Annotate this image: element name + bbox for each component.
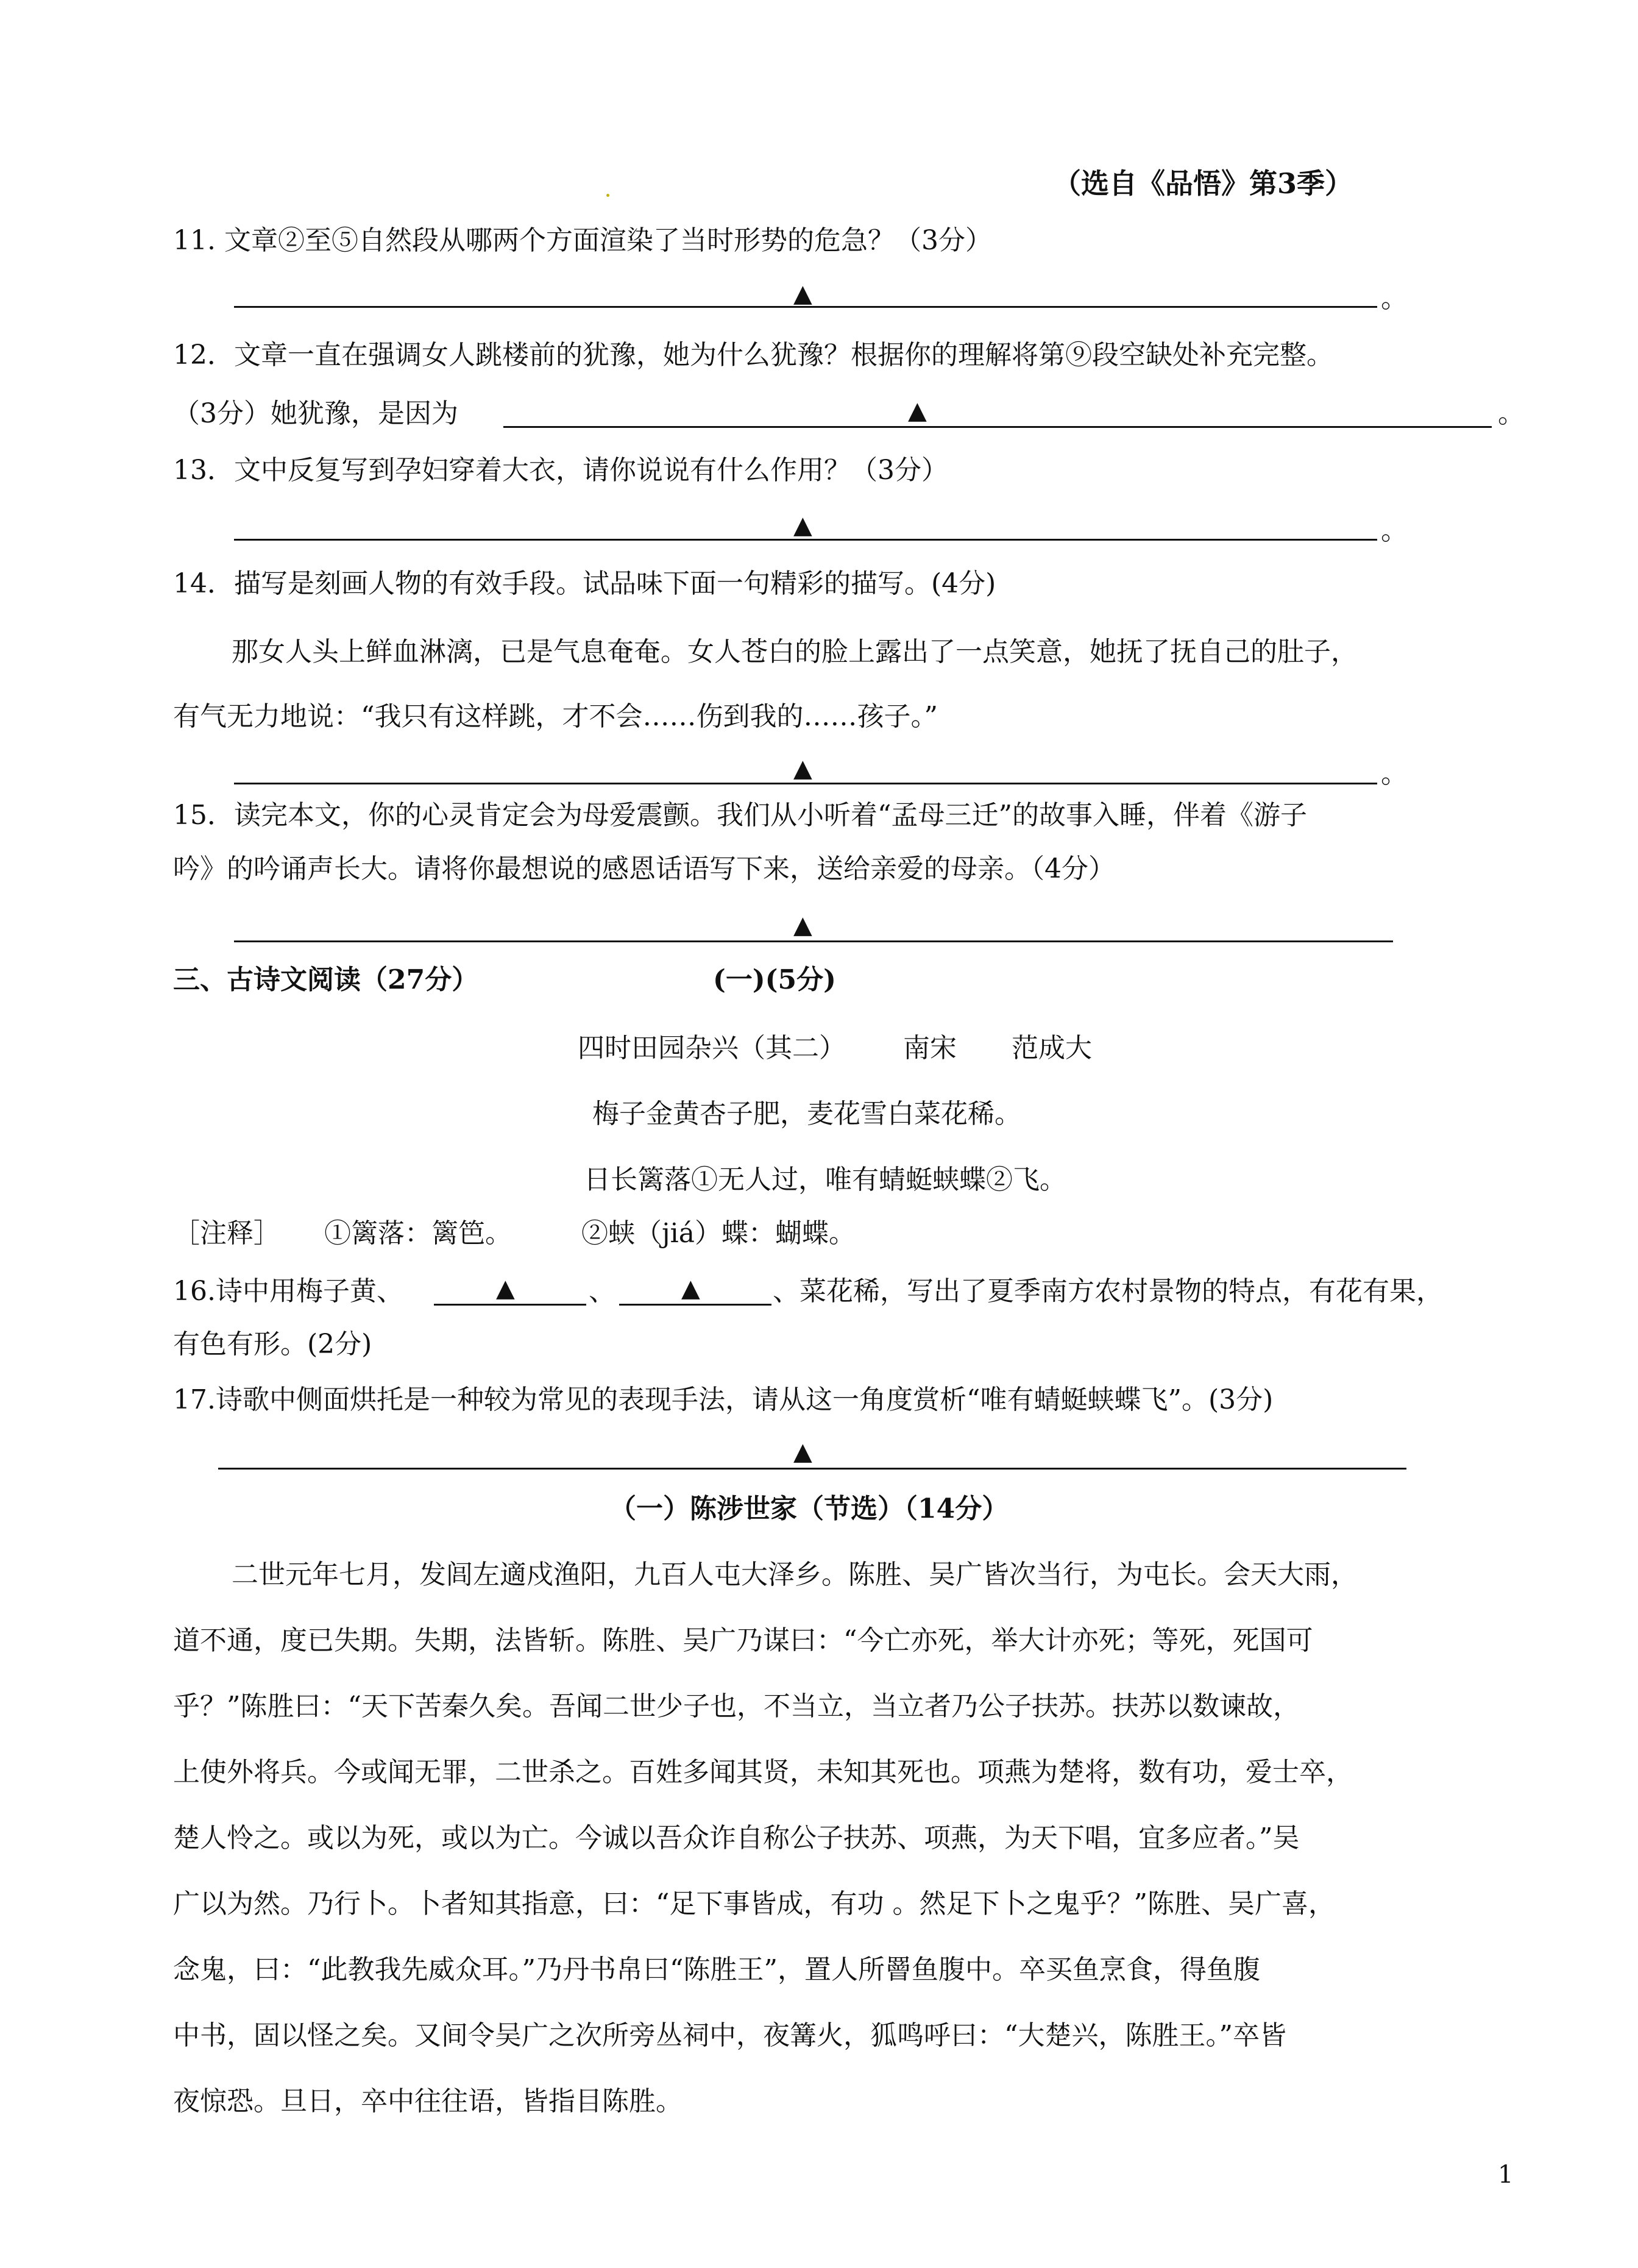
question-14: 14．描写是刻画人物的有效手段。试品味下面一句精彩的描写。(4分) — [173, 568, 996, 599]
question-15-line1: 15．读完本文，你的心灵肯定会为母爱震颤。我们从小听着“孟母三迁”的故事入睡，伴着《游子 — [173, 800, 1307, 831]
passage-line: 广以为然。乃行卜。卜者知其指意，曰：“足下事皆成，有功 。然足下卜之鬼乎？”陈胜、吴广喜， — [173, 1888, 1335, 1919]
passage-line: 乎？”陈胜曰：“天下苦秦久矣。吾闻二世少子也，不当立，当立者乃公子扶苏。扶苏以数谏故， — [173, 1691, 1300, 1722]
question-12-line1: 12．文章一直在强调女人跳楼前的犹豫，她为什么犹豫？根据你的理解将第⑨段空缺处补充完整。 — [173, 339, 1333, 371]
question-16-prefix: 16.诗中用梅子黄、 — [173, 1276, 403, 1307]
answer-blank-16a[interactable] — [434, 1304, 586, 1306]
question-15-line2: 吟》的吟诵声长大。请将你最想说的感恩话语写下来，送给亲爱的母亲。（4分） — [173, 853, 1115, 884]
question-16-line2: 有色有形。(2分) — [173, 1329, 372, 1360]
period: 。 — [1381, 515, 1408, 546]
scan-speck — [606, 194, 609, 197]
answer-marker-icon: ▲ — [793, 911, 812, 939]
answer-line-12[interactable] — [503, 426, 1492, 428]
passage-line: 中书，固以怪之矣。又间令吴广之次所旁丛祠中，夜篝火，狐鸣呼曰：“大楚兴，陈胜王。”卒皆 — [173, 2020, 1286, 2051]
question-13: 13．文中反复写到孕妇穿着大衣，请你说说有什么作用？（3分） — [173, 455, 948, 486]
note-2: ②蛱（jiá）蝶：蝴蝶。 — [581, 1218, 856, 1249]
answer-line-17[interactable] — [218, 1468, 1406, 1470]
source-note: （选自《品悟》第3季） — [1053, 167, 1353, 200]
poem-dynasty: 南宋 — [903, 1033, 957, 1064]
answer-marker-icon: ▲ — [681, 1274, 700, 1303]
answer-blank-16b[interactable] — [619, 1304, 771, 1306]
answer-marker-icon: ▲ — [793, 280, 812, 308]
passage-line: 二世元年七月，发闾左適戍渔阳，九百人屯大泽乡。陈胜、吴广皆次当行，为屯长。会天大雨， — [232, 1559, 1358, 1590]
passage-line: 道不通，度已失期。失期，法皆斩。陈胜、吴广乃谋曰：“今亡亦死，举大计亦死；等死，死国可 — [173, 1625, 1313, 1656]
answer-marker-icon: ▲ — [908, 397, 927, 425]
quote-line2: 有气无力地说：“我只有这样跳，才不会……伤到我的……孩子。” — [173, 701, 938, 732]
passage-line: 楚人怜之。或以为死，或以为亡。今诚以吾众诈自称公子扶苏、项燕，为天下唱，宜多应者。”吴 — [173, 1822, 1300, 1854]
quote-line1: 那女人头上鲜血淋漓，已是气息奄奄。女人苍白的脸上露出了一点笑意，她抚了抚自己的肚子， — [232, 636, 1358, 667]
poem-author: 范成大 — [1012, 1033, 1092, 1064]
separator: 、 — [589, 1276, 615, 1307]
question-12-line2: （3分）她犹豫，是因为 — [173, 398, 458, 429]
answer-line-14[interactable] — [234, 783, 1377, 784]
section-3-heading: 三、古诗文阅读（27分） — [173, 964, 479, 995]
note-1: ①篱落：篱笆。 — [324, 1218, 512, 1249]
part-1-label: (一)(5分) — [713, 964, 836, 995]
page-number: 1 — [1498, 2161, 1514, 2189]
answer-marker-icon: ▲ — [793, 1438, 812, 1466]
answer-line-15[interactable] — [234, 940, 1393, 942]
passage-line: 夜惊恐。旦日，卒中往往语，皆指目陈胜。 — [173, 2086, 682, 2117]
poem-line1: 梅子金黄杏子肥，麦花雪白菜花稀。 — [592, 1098, 1021, 1129]
period: 。 — [1381, 283, 1408, 314]
period: 。 — [1498, 398, 1525, 429]
poem-title: 四时田园杂兴（其二） — [578, 1033, 846, 1064]
notes-label: ［注释］ — [173, 1218, 280, 1249]
passage-line: 上使外将兵。今或闻无罪，二世杀之。百姓多闻其贤，未知其死也。项燕为楚将，数有功，爱士卒， — [173, 1757, 1353, 1788]
poem-line2: 日长篱落①无人过，唯有蜻蜓蛱蝶②飞。 — [584, 1164, 1066, 1195]
question-17: 17.诗歌中侧面烘托是一种较为常见的表现手法，请从这一角度赏析“唯有蜻蜓蛱蝶飞”。(3分) — [173, 1384, 1274, 1415]
answer-marker-icon: ▲ — [793, 511, 812, 539]
answer-marker-icon: ▲ — [793, 755, 812, 783]
section-chen-heading: （一）陈涉世家（节选）（14分） — [609, 1493, 1009, 1524]
question-11: 11. 文章②至⑤自然段从哪两个方面渲染了当时形势的危急？（3分） — [173, 225, 992, 256]
question-16-suffix: 、菜花稀，写出了夏季南方农村景物的特点，有花有果， — [773, 1276, 1443, 1307]
answer-marker-icon: ▲ — [496, 1274, 515, 1303]
passage-line: 念鬼，曰：“此教我先威众耳。”乃丹书帛曰“陈胜王”，置人所罾鱼腹中。卒买鱼烹食，得鱼腹 — [173, 1954, 1260, 1985]
period: 。 — [1381, 758, 1408, 789]
